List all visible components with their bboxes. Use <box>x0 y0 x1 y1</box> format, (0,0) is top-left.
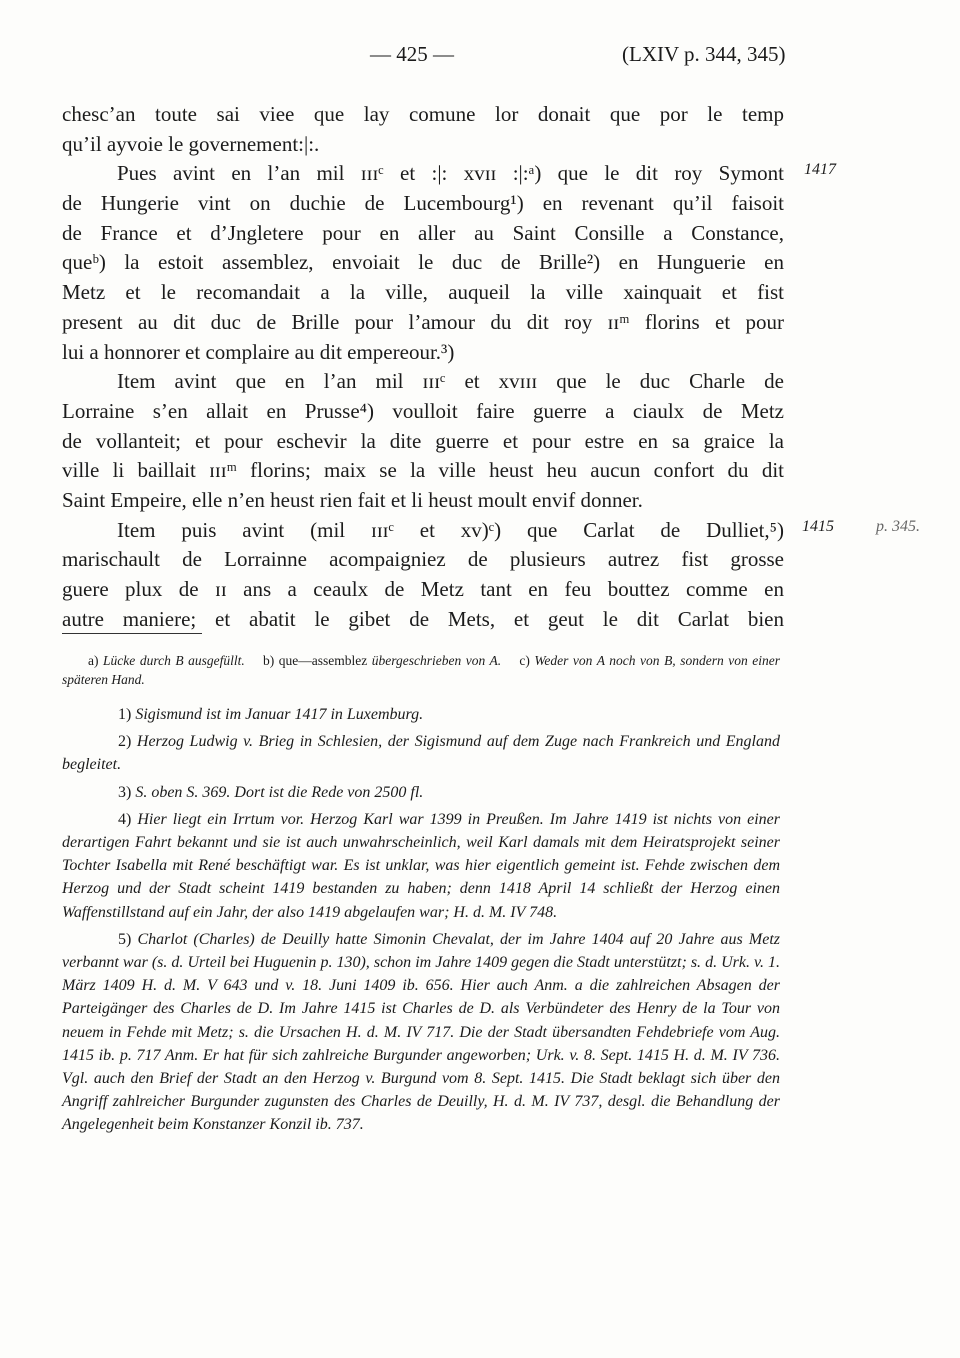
margin-page-ref: p. 345. <box>876 518 920 535</box>
text-line: Item puis avint (mil ɪɪɪᶜ et xv)ᶜ) que Carlat de Dulliet,⁵) <box>117 517 784 542</box>
main-text <box>62 100 784 634</box>
text-line: de vollanteit; et pour eschevir la dite guerre et pour estre en sa graice la <box>62 428 784 453</box>
footnote-number: 5) <box>118 930 132 948</box>
text-line: Pues avint en l’an mil ɪɪɪᶜ et :|: xᴠɪɪ :|:ᵃ) que le dit roy Symont <box>117 161 784 186</box>
text-line: de Hungerie vint on duchie de Lucembourg¹) en revenant qu’il faisoit <box>62 191 784 216</box>
footnote <box>62 928 780 1137</box>
footnote-number: 3) <box>118 783 132 801</box>
footnote <box>62 781 780 804</box>
footnotes <box>62 703 780 1137</box>
text-line: ville li baillait ɪɪɪᵐ florins; maix se la ville heust heu aucun confort du dit <box>62 458 784 483</box>
variant-a-label: a) <box>88 653 99 668</box>
text-line: Lorraine s’en allait en Prusse⁴) voulloit faire guerre a ciaulx de Metz <box>62 398 784 423</box>
text-line: qu’il ayvoie le governement:|:. <box>62 131 320 156</box>
text-line: Metz et le recomandait a la ville, auqueil la ville xainquait et fist <box>62 280 784 305</box>
variant-b-upright: que—assemblez <box>278 653 368 668</box>
text-line: lui a honnorer et complaire au dit empereour.³) <box>62 339 455 364</box>
text-line: guere plux de ɪɪ ans a ceaulx de Metz tant en feu bouttez comme en <box>62 577 784 601</box>
footnote <box>62 730 780 776</box>
footnote-separator <box>62 633 202 634</box>
page-reference: (LXIV p. 344, 345) <box>622 42 786 66</box>
text-line: de France et d’Jngletere pour en aller au Saint Consille a Constance, <box>62 220 784 245</box>
footnote-text: Hier liegt ein Irrtum vor. Herzog Karl war 1399 in Preußen. Im Jahre 1419 ist nichts von einer derartigen Fahrt bekannt und sie ist auch unwahrscheinlich, weil Karl damals mit dem Heiratsprojekt seiner Tochter Isabella mit René beschäftigt war. Es ist unklar, was hier eigentlich gemeint ist. Fehde zwischen dem Herzog und der Stadt scheint 1419 bestanden zu haben; denn 1418 April 14 schließt der Herzog einen Waffenstillstand auf ein Jahr, der also 1419 abgelaufen war; H. d. M. IV 748. <box>62 810 781 921</box>
footnote-text: Sigismund ist im Januar 1417 in Luxemburg. <box>135 706 424 723</box>
footnote-text: Charlot (Charles) de Deuilly hatte Simonin Chevalat, der im Jahre 1404 auf 20 Jahre aus Metz verbannt war (s. d. Urteil bei Huguenin p. 130), schon im Jahre 1409 gegen die Stadt unterstützt; s. d. Urk. v. 1. März 1409 H. d. M. V 643 und v. 18. Juni 1409 ib. 656. Hier auch Anm. a die zahlreichen Absagen der Parteigänger des Charles de D. Im Jahre 1415 ist Charles de D. als Verbündeter des Henry de la Tour von neuem in Fehde mit Metz; s. die Ursachen H. d. M. IV 717. Die der Stadt übersandten Fehdebriefe vom Aug. 1415 ib. p. 717 Anm. Er hat für sich zahlreiche Burgunder angeworben; Urk. v. 8. Sept. 1415 H. d. M. IV 736. Vgl. auch den Brief der Stadt an den Herzog v. Burgund vom 8. Sept. 1415. Die Stadt beklagt sich über den Angriff zahlreicher Burgunder zugunsten des Charles de Deuilly, H. d. M. IV 737, desgl. die Behandlung der Angelegenheit beim Konstanzer Konzil ib. 737. <box>62 930 780 1134</box>
variant-b-label: b) <box>262 653 275 668</box>
footnote-number: 4) <box>118 810 132 828</box>
text-line: present au dit duc de Brille pour l’amour du dit roy ɪɪᵐ florins et pour <box>62 309 784 334</box>
text-line: chesc’an toute sai viee que lay comune lor donait que por le temp <box>62 102 784 126</box>
footnote <box>62 703 780 726</box>
notes <box>62 651 780 1137</box>
variant-notes <box>62 651 780 689</box>
footnote-text: Herzog Ludwig v. Brieg in Schlesien, der Sigismund auf dem Zuge nach Frankreich und England begleitet. <box>62 733 780 774</box>
page-number: — 425 — <box>370 42 454 66</box>
variant-c-text: Weder von A noch von B, sondern von einer späteren Hand. <box>62 653 781 687</box>
text-line: queᵇ) la estoit assemblez, envoiait le duc de Brille²) en Hunguerie en <box>62 250 784 275</box>
text-line: marischault de Lorrainne acompaigniez de plusieurs autrez fist grosse <box>62 547 784 572</box>
margin-year-1417: 1417 <box>804 161 836 178</box>
footnote-number: 2) <box>118 733 132 751</box>
margin-year-1415: 1415 <box>802 518 834 535</box>
variant-c-label: c) <box>519 653 530 668</box>
text-line: Saint Empeire, elle n’en heust rien fait et li heust moult envif donner. <box>62 487 643 512</box>
footnote-number: 1) <box>118 706 132 723</box>
variant-a-text: Lücke durch B ausgefüllt. <box>103 653 245 668</box>
footnote-text: S. oben S. 369. Dort ist die Rede von 2500 fl. <box>135 783 424 801</box>
variant-b-text: übergeschrieben von A. <box>371 653 502 668</box>
text-line: autre maniere; et abatit le gibet de Mets, et geut le dit Carlat bien <box>62 606 784 631</box>
text-line: Item avint que en l’an mil ɪɪɪᶜ et xᴠɪɪɪ que le duc Charle de <box>117 369 784 394</box>
footnote <box>62 808 780 924</box>
